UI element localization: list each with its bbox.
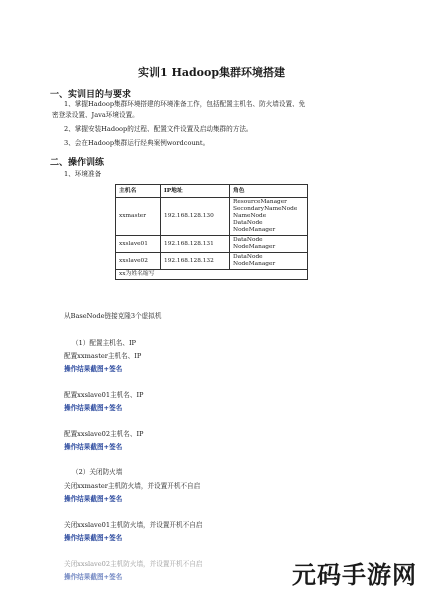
role-line: DataNode xyxy=(233,237,263,243)
table-note: xx为姓名缩写 xyxy=(116,270,308,280)
result-label: 操作结果截图+签名 xyxy=(64,443,123,451)
table-header: IP地址 xyxy=(161,185,230,198)
goal-item: 密登录设置、Java环境设置。 xyxy=(52,111,139,119)
table-row xyxy=(116,253,308,270)
result-label: 操作结果截图+签名 xyxy=(64,573,123,581)
table-cell-ip: 192.168.128.132 xyxy=(161,253,230,270)
table-header: 角色 xyxy=(230,185,308,198)
role-line: ResourceManager xyxy=(233,199,287,205)
result-label: 操作结果截图+签名 xyxy=(64,495,123,503)
result-label: 操作结果截图+签名 xyxy=(64,365,123,373)
table-cell-roles xyxy=(230,253,308,270)
table-cell-host: xxslave01 xyxy=(116,236,161,253)
role-line: NodeManager xyxy=(233,244,276,250)
section-heading-goals: 一、实训目的与要求 xyxy=(50,90,132,100)
environment-table xyxy=(115,184,308,280)
table-cell-host: xxmaster xyxy=(116,198,161,236)
step-heading: （1）配置主机名、IP xyxy=(72,339,136,347)
section-heading-training: 二、操作训练 xyxy=(50,158,105,168)
step-heading: （2）关闭防火墙 xyxy=(72,468,123,476)
result-label: 操作结果截图+签名 xyxy=(64,404,123,412)
step-text: 配置xxslave02主机名、IP xyxy=(64,430,144,438)
table-cell-ip: 192.168.128.131 xyxy=(161,236,230,253)
role-line: NameNode xyxy=(233,213,267,219)
document-title: 实训1 Hadoop集群环境搭建 xyxy=(137,66,286,79)
table-header: 主机名 xyxy=(116,185,161,198)
table-cell-ip: 192.168.128.130 xyxy=(161,198,230,236)
step-text: 配置xxslave01主机名、IP xyxy=(64,391,144,399)
goal-item: 3、会在Hadoop集群运行经典案例wordcount。 xyxy=(64,139,210,147)
goal-item: 1、掌握Hadoop集群环境搭建的环境准备工作，包括配置主机名、防火墙设置、免 xyxy=(64,100,306,108)
step-text: 关闭xxslave01主机防火墙，并设置开机不自启 xyxy=(64,521,203,529)
clone-instruction: 从BaseNode链接克隆3个虚拟机 xyxy=(64,312,162,320)
site-watermark: 元码手游网 xyxy=(292,561,417,589)
role-line: NodeManager xyxy=(233,227,276,233)
role-line: SecondaryNameNode xyxy=(233,206,298,212)
subsection-env-prep: 1、环境准备 xyxy=(64,170,102,178)
table-cell-roles xyxy=(230,198,308,236)
role-line: DataNode xyxy=(233,220,263,226)
step-text: 关闭xxslave02主机防火墙，并设置开机不自启 xyxy=(64,560,203,568)
role-line: DataNode xyxy=(233,254,263,260)
table-row xyxy=(116,236,308,253)
step-text: 关闭xxmaster主机防火墙，并设置开机不自启 xyxy=(64,482,201,490)
table-cell-host: xxslave02 xyxy=(116,253,161,270)
step-text: 配置xxmaster主机名、IP xyxy=(64,352,142,360)
goal-item: 2、掌握安装Hadoop的过程、配置文件设置及启动集群的方法。 xyxy=(64,125,253,133)
table-cell-roles xyxy=(230,236,308,253)
table-row xyxy=(116,270,308,280)
table-row xyxy=(116,198,308,236)
result-label: 操作结果截图+签名 xyxy=(64,534,123,542)
table-header-row xyxy=(116,185,308,198)
role-line: NodeManager xyxy=(233,261,276,267)
